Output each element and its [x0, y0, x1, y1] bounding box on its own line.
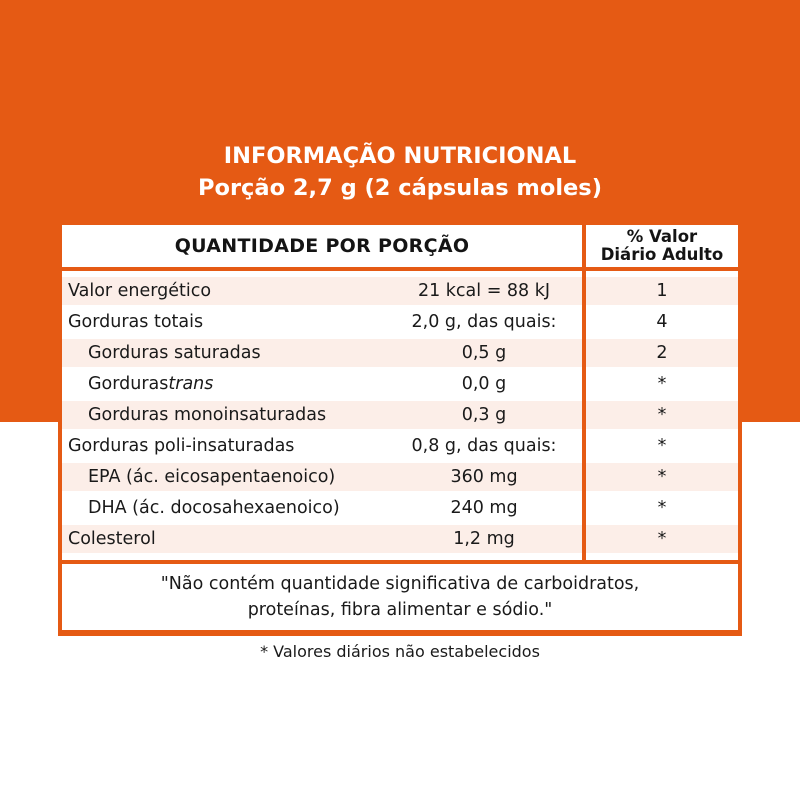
- table-row: [62, 277, 582, 305]
- nutrient-name: Gorduras monoinsaturadas: [88, 405, 327, 425]
- footnote-line-1: "Não contém quantidade significativa de carboidratos,: [160, 574, 640, 594]
- nutrient-name: Gorduras saturadas: [88, 343, 261, 363]
- nutrient-quantity: 0,3 g: [461, 405, 507, 425]
- nutrient-quantity: 0,8 g, das quais:: [411, 436, 557, 456]
- daily-value: *: [657, 467, 667, 487]
- daily-value-cell: [586, 401, 738, 429]
- nutrient-name: Valor energético: [68, 281, 212, 301]
- daily-value-cell: [586, 525, 738, 553]
- daily-value: 4: [656, 312, 668, 332]
- nutrient-name: [88, 370, 213, 398]
- table-row: [62, 432, 582, 460]
- daily-value-cell: [586, 277, 738, 305]
- header-quantity: QUANTIDADE POR PORÇÃO: [62, 225, 582, 267]
- daily-value-cell: [586, 308, 738, 336]
- footnote-box: [62, 564, 738, 630]
- daily-value-cell: [586, 339, 738, 367]
- table-row: [62, 401, 582, 429]
- nutrient-quantity: 21 kcal = 88 kJ: [417, 281, 551, 301]
- table-row: [62, 339, 582, 367]
- daily-value: 2: [656, 343, 668, 363]
- title-line-2: Porção 2,7 g (2 cápsulas moles): [198, 175, 602, 201]
- nutrient-name: EPA (ác. eicosapentaenoico): [88, 467, 336, 487]
- daily-value-cell: [586, 494, 738, 522]
- nutrient-quantity: 360 mg: [450, 467, 518, 487]
- footnote-line-2: proteínas, fibra alimentar e sódio.": [247, 600, 553, 620]
- nutrient-quantity: 240 mg: [450, 498, 518, 518]
- daily-value: 1: [656, 281, 668, 301]
- table-row: [62, 463, 582, 491]
- nutrient-name-prefix: Gorduras: [88, 374, 169, 394]
- nutrient-name: Gorduras poli-insaturadas: [68, 436, 295, 456]
- daily-value: *: [657, 374, 667, 394]
- header-dv-line-2: Diário Adulto: [600, 245, 724, 264]
- table-row: [62, 494, 582, 522]
- nutrient-name-italic: trans: [168, 374, 214, 394]
- nutrition-facts-panel: [58, 122, 742, 636]
- nutrient-name: Colesterol: [68, 529, 156, 549]
- nutrient-quantity: 2,0 g, das quais:: [411, 312, 557, 332]
- table-row: [62, 370, 582, 398]
- nutrient-quantity: 0,5 g: [461, 343, 507, 363]
- nutrient-name: Gorduras totais: [68, 312, 204, 332]
- table-row: [62, 525, 582, 553]
- header-dv-line-1: % Valor: [626, 227, 698, 246]
- table-row: [62, 308, 582, 336]
- nutrient-name: DHA (ác. docosahexaenoico): [88, 498, 340, 518]
- header-daily-value: [586, 225, 738, 267]
- daily-value: *: [657, 498, 667, 518]
- daily-value-column: [586, 271, 738, 560]
- daily-value: *: [657, 529, 667, 549]
- nutrient-quantity: 1,2 mg: [453, 529, 515, 549]
- panel-title: [58, 122, 742, 222]
- title-line-1: INFORMAÇÃO NUTRICIONAL: [223, 143, 577, 169]
- daily-value-cell: [586, 432, 738, 460]
- daily-value: *: [657, 405, 667, 425]
- nutrient-table: [62, 271, 582, 560]
- daily-values-note: * Valores diários não estabelecidos: [260, 642, 540, 661]
- daily-value: *: [657, 436, 667, 456]
- daily-value-cell: [586, 370, 738, 398]
- nutrient-quantity: 0,0 g: [461, 374, 507, 394]
- daily-value-cell: [586, 463, 738, 491]
